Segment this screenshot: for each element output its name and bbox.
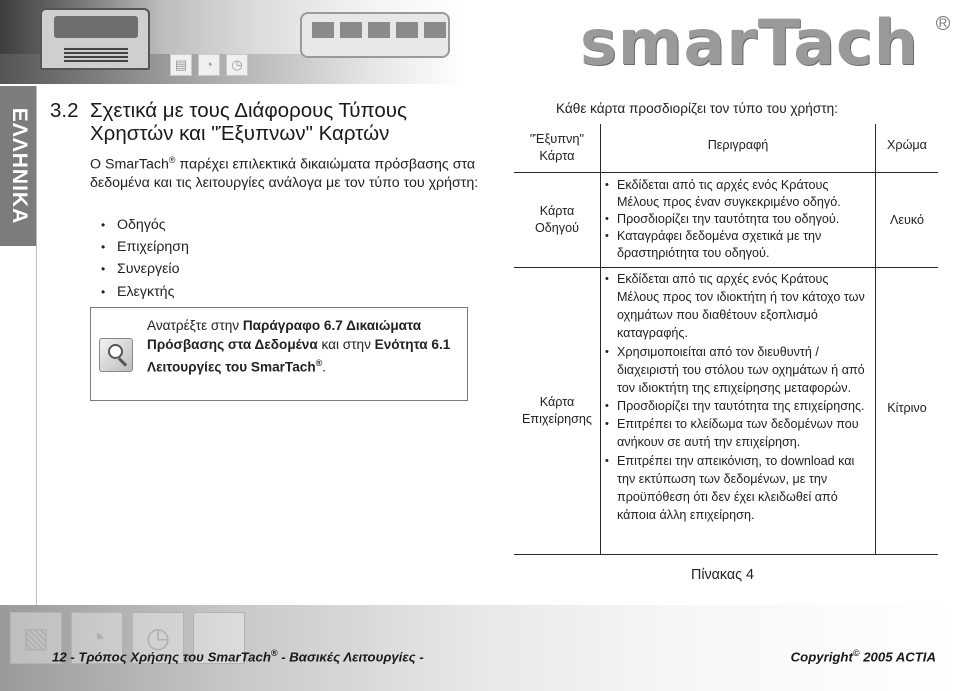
header-card-line2: Κάρτα: [539, 148, 575, 163]
intro-text-end: παρέχει επιλεκτικά δικαιώματα πρόσβασης στα δεδομένα και τις λειτουργίες ανάλογα με τον τύπο του χρήστη:: [90, 156, 479, 191]
color-cell: [876, 173, 938, 267]
list-item: • Προσδιορίζει την ταυτότητα του οδηγού.: [603, 211, 871, 228]
copyright-label: Copyright: [790, 649, 853, 665]
smartach-logo: [580, 6, 950, 79]
header-description-label: Περιγραφή: [707, 138, 769, 152]
card-color: Κίτρινο: [887, 401, 927, 415]
card-type-cell: [514, 268, 600, 554]
list-item: • Επιχείρηση: [101, 236, 189, 258]
list-item: • Χρησιμοποιείται από τον διευθυντή / διαχειριστή του στόλου των οχημάτων ή από τον ιδιοκτήτη της επιχείρησης μεταφορών.: [603, 343, 871, 397]
description-cell: [600, 268, 876, 554]
clock-icon: ◷: [226, 54, 248, 76]
header-description: [600, 124, 876, 172]
section-number: 3.2: [50, 99, 79, 122]
list-item: • Ελεγκτής: [101, 281, 189, 303]
list-item: • Εκδίδεται από τις αρχές ενός Κράτους Μέλους προς έναν συγκεκριμένο οδηγό.: [603, 177, 871, 211]
magnifier-icon: [99, 338, 133, 372]
bus-image: [300, 12, 450, 58]
copyright-owner: 2005 ACTIA: [859, 649, 936, 665]
page-header: [0, 0, 960, 84]
pie-chart-icon: ◔: [71, 612, 123, 664]
footer-copyright: [791, 648, 936, 664]
table-row: [514, 172, 938, 267]
list-item: • Εκδίδεται από τις αρχές ενός Κράτους Μέλους προς τον ιδιοκτήτη ή τον κάτοχο των οχημάτων που διαθέτουν εξοπλισμό καταγραφής.: [603, 270, 871, 343]
card-type-line1: Κάρτα: [539, 395, 575, 409]
note-reference-section[interactable]: Ενότητα 6.1 Λειτουργίες του SmarTach: [147, 336, 451, 375]
reference-note: [90, 307, 468, 401]
list-item: • Οδηγός: [101, 214, 189, 236]
section-heading: [50, 99, 470, 145]
header-color-label: Χρώμα: [887, 138, 927, 152]
footer-title-start: 12 - Τρόπος Χρήσης του SmarTach: [52, 649, 271, 665]
intro-registered-mark: ®: [168, 155, 176, 165]
note-reference-paragraph[interactable]: Παράγραφο 6.7 Δικαιώματα Πρόσβασης στα Δεδομένα: [147, 318, 422, 352]
list-item: • Επιτρέπει το κλείδωμα των δεδομένων που ανήκουν σε αυτή την επιχείρηση.: [603, 415, 871, 451]
list-item: • Προσδιορίζει την ταυτότητα της επιχείρησης.: [603, 397, 871, 415]
description-list: [601, 173, 875, 262]
description-cell: [600, 173, 876, 267]
language-tab-label: ΕΛΛΗΝΙΚΑ: [7, 107, 31, 225]
logo-text: smarTach: [580, 6, 919, 79]
card-color: Λευκό: [889, 213, 925, 227]
note-text-part: και στην: [317, 336, 375, 352]
table-header-row: [514, 124, 938, 172]
table-row: [514, 267, 938, 555]
header-card-line1: "Έξυπνη": [529, 131, 585, 146]
section-title-line2: Χρηστών και "Έξυπνων" Καρτών: [90, 122, 390, 145]
table-number: Πίνακας 4: [691, 567, 754, 583]
header-color: [876, 124, 938, 172]
side-divider: [36, 86, 37, 606]
registered-mark: R: [936, 16, 950, 30]
footer-title-end: - Βασικές Λειτουργίες -: [277, 649, 424, 665]
header-vehicles-image: [0, 0, 465, 84]
list-item: • Συνεργείο: [101, 258, 189, 280]
intro-paragraph: [90, 151, 480, 192]
footer-page-title: [52, 648, 424, 664]
document-icon: ▤: [170, 54, 192, 76]
list-item: • Καταγράφει δεδομένα σχετικά με την δραστηριότητα του οδηγού.: [603, 228, 871, 262]
language-tab: [0, 86, 37, 246]
header-card: [514, 124, 600, 172]
list-item: • Επιτρέπει την απεικόνιση, το download και την εκτύπωση των δεδομένων, με την προϋπόθεση ότι δεν έχει κλειδωθεί από κάποια άλλη επιχείρηση.: [603, 452, 871, 525]
description-list: [601, 268, 875, 524]
card-type-cell: [514, 173, 600, 267]
truck-image: [40, 8, 150, 70]
pie-chart-icon: ◔: [198, 54, 220, 76]
note-text: [147, 317, 462, 377]
note-text-end: .: [322, 359, 327, 375]
card-type-line2: Οδηγού: [535, 221, 579, 235]
copyright-symbol: ©: [852, 648, 860, 658]
card-type-line2: Επιχείρησης: [522, 412, 592, 426]
clock-icon: ◷: [132, 612, 184, 664]
footer-registered-mark: ®: [270, 648, 278, 658]
note-text-part: Ανατρέξτε στην: [147, 318, 243, 333]
section-title-line1: Σχετικά με τους Διάφορους Τύπους: [90, 99, 407, 122]
note-registered-mark: ®: [315, 358, 323, 368]
color-cell: [876, 268, 938, 554]
card-type-line1: Κάρτα: [539, 204, 575, 218]
intro-text-start: Ο SmarTach: [90, 156, 169, 173]
document-icon: ▧: [10, 612, 62, 664]
table-caption: Κάθε κάρτα προσδιορίζει τον τύπο του χρήστη:: [556, 101, 838, 116]
user-types-list: [101, 214, 189, 303]
